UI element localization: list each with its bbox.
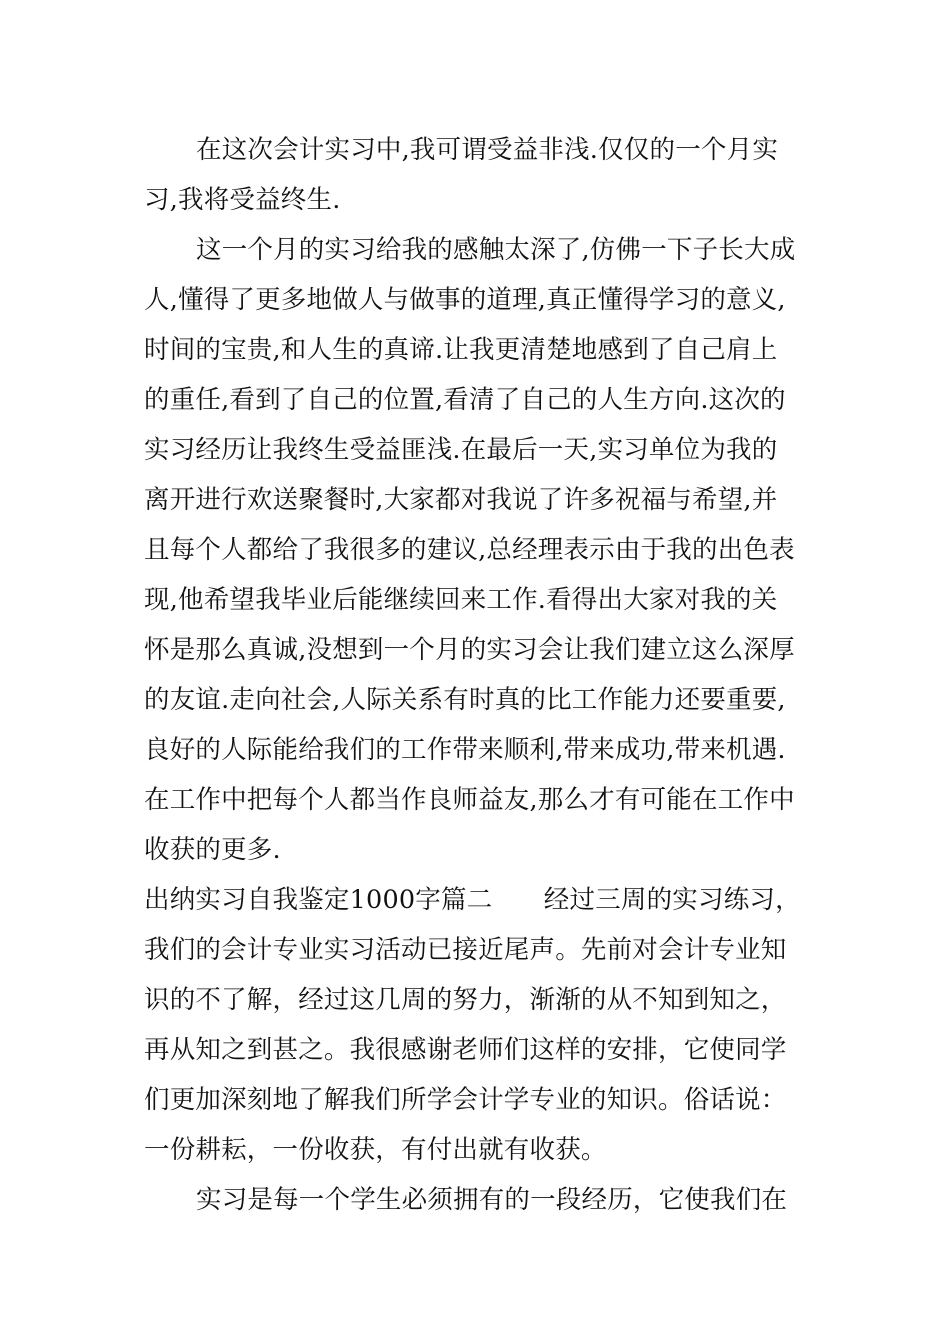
- paragraph-2-line-9: 怀是那么真诚,没想到一个月的实习会让我们建立这么深厚: [144, 635, 795, 665]
- paragraph-3-line-3: 识的不了解，经过这几周的努力，渐渐的从不知到知之，: [144, 985, 787, 1015]
- paragraph-3-line-5: 们更加深刻地了解我们所学会计学专业的知识。俗话说：: [144, 1085, 787, 1115]
- paragraph-2-line-13: 收获的更多.: [144, 835, 281, 865]
- paragraph-2-line-2: 人,懂得了更多地做人与做事的道理,真正懂得学习的意义,: [144, 285, 786, 315]
- paragraph-4-line-1: 实习是每一个学生必须拥有的一段经历，它使我们在: [196, 1185, 788, 1215]
- paragraph-2-line-4: 的重任,看到了自己的位置,看清了自己的人生方向.这次的: [144, 385, 786, 415]
- section-heading-line: 出纳实习自我鉴定1000字篇二 经过三周的实习练习，: [144, 885, 801, 915]
- paragraph-3-line-6: 一份耕耘，一份收获，有付出就有收获。: [144, 1135, 607, 1165]
- paragraph-2-line-3: 时间的宝贵,和人生的真谛.让我更清楚地感到了自己肩上: [144, 335, 778, 365]
- paragraph-2-line-7: 且每个人都给了我很多的建议,总经理表示由于我的出色表: [144, 535, 795, 565]
- paragraph-2-line-6: 离开进行欢送聚餐时,大家都对我说了许多祝福与希望,并: [144, 485, 778, 515]
- paragraph-2-line-1: 这一个月的实习给我的感触太深了,仿佛一下子长大成: [196, 235, 796, 265]
- paragraph-2-line-10: 的友谊.走向社会,人际关系有时真的比工作能力还要重要,: [144, 685, 786, 715]
- paragraph-3-line-4: 再从知之到甚之。我很感谢老师们这样的安排，它使同学: [144, 1035, 787, 1065]
- paragraph-1-line-1: 在这次会计实习中,我可谓受益非浅.仅仅的一个月实: [196, 135, 779, 165]
- paragraph-2-line-12: 在工作中把每个人都当作良师益友,那么才有可能在工作中: [144, 785, 795, 815]
- paragraph-2-line-11: 良好的人际能给我们的工作带来顺利,带来成功,带来机遇.: [144, 735, 786, 765]
- paragraph-1-line-2: 习,我将受益终生.: [144, 185, 341, 215]
- paragraph-3-line-2: 我们的会计专业实习活动已接近尾声。先前对会计专业知: [144, 935, 787, 965]
- paragraph-2-line-8: 现,他希望我毕业后能继续回来工作.看得出大家对我的关: [144, 585, 778, 615]
- paragraph-2-line-5: 实习经历让我终生受益匪浅.在最后一天,实习单位为我的: [144, 435, 778, 465]
